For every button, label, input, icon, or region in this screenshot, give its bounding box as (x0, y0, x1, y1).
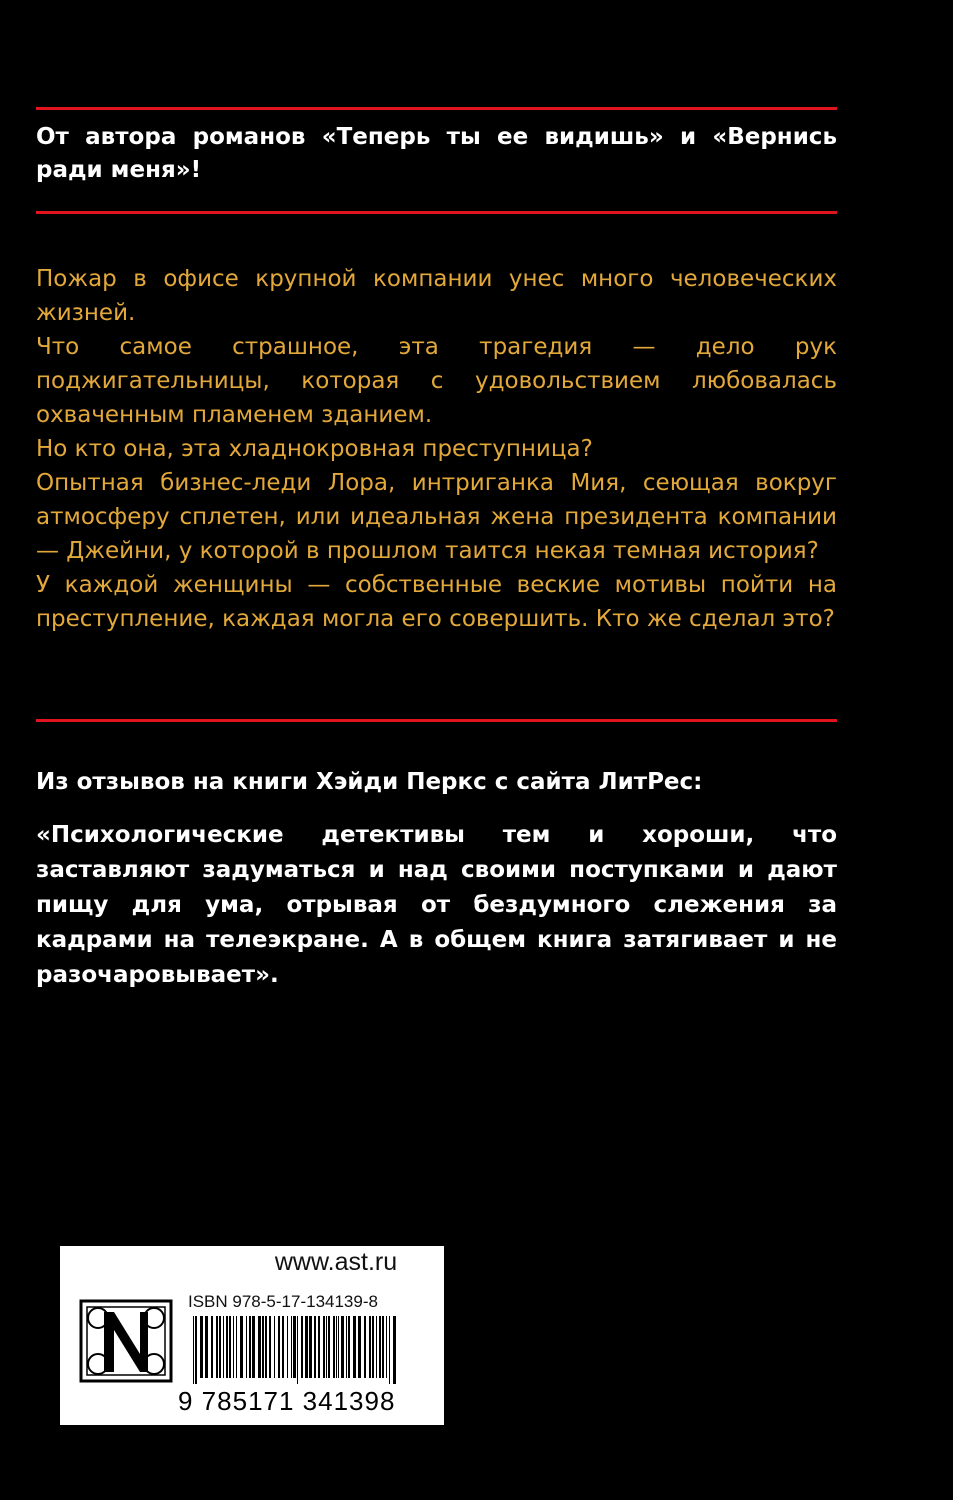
barcode-bar (314, 1316, 316, 1378)
barcode-bar (338, 1316, 339, 1378)
barcode-bar (358, 1316, 361, 1378)
barcode-bar (348, 1316, 350, 1378)
barcode-bar (282, 1316, 284, 1378)
barcode-bar (278, 1316, 280, 1378)
barcode-bar (258, 1316, 261, 1378)
barcode-bar (336, 1316, 337, 1378)
barcode-bar (379, 1316, 381, 1378)
barcode-bar (309, 1316, 312, 1378)
barcode-bar (372, 1316, 374, 1378)
barcode-bar (262, 1316, 264, 1378)
barcode-bar (393, 1316, 396, 1384)
barcode-bar (353, 1316, 356, 1378)
synopsis-paragraph: Опытная бизнес-леди Лора, интриганка Мия, сеющая вокруг атмосферу сплетен, или идеальная жена президента компании — Джейни, у которой в прошлом таится некая темная история? (36, 470, 837, 564)
tagline-divider (36, 211, 837, 214)
reviews-heading: Из отзывов на книги Хэйди Перкс с сайта ЛитРес: (36, 769, 703, 795)
barcode-bars (191, 1316, 431, 1384)
barcode-bar (346, 1316, 347, 1378)
barcode-bar (233, 1316, 234, 1378)
barcode-bar (287, 1316, 288, 1378)
barcode-bar (376, 1316, 377, 1378)
barcode-bar (211, 1316, 213, 1378)
barcode-bar (249, 1316, 251, 1378)
barcode-bar (252, 1316, 255, 1378)
publisher-n-logo-icon (78, 1298, 174, 1384)
barcode-bar (223, 1316, 224, 1378)
barcode-bar (389, 1316, 390, 1384)
top-divider (36, 107, 837, 110)
barcode-bar (297, 1316, 298, 1384)
review-quote: «Психологические детективы тем и хороши, что заставляют задуматься и над своими поступками и дают пищу для ума, отрывая от бездумного слежения за кадрами на телеэкране. А в общем книга затягивает и не разочаровывает». (36, 822, 837, 988)
barcode-bar (301, 1316, 303, 1378)
barcode-bar (193, 1316, 194, 1384)
barcode-bar (229, 1316, 231, 1378)
barcode-bar (382, 1316, 384, 1378)
barcode-bar (226, 1316, 228, 1378)
synopsis-paragraph: Что самое страшное, эта трагедия — дело рук поджигательницы, которая с удовольствием любовалась охваченным пламенем зданием. (36, 334, 837, 428)
publisher-website: www.ast.ru (274, 1248, 398, 1276)
barcode-bar (200, 1316, 203, 1378)
barcode-bar (274, 1316, 275, 1378)
barcode-bar (291, 1316, 292, 1378)
barcode-bar (265, 1316, 267, 1378)
barcode-bar (305, 1316, 308, 1378)
synopsis-paragraph: У каждой женщины — собственные веские мотивы пойти на преступление, каждая могла его совершить. Кто же сделал это? (36, 572, 837, 632)
barcode-bar (269, 1316, 271, 1378)
barcode-bar (246, 1316, 247, 1378)
author-tagline: От автора романов «Теперь ты ее видишь» и «Вернись ради меня»! (36, 124, 837, 183)
synopsis-paragraph: Пожар в офисе крупной компании унес много человеческих жизней. (36, 266, 837, 326)
synopsis-divider (36, 719, 837, 722)
barcode-bar (369, 1316, 371, 1378)
barcode-bar (195, 1316, 197, 1384)
isbn-number: ISBN 978-5-17-134139-8 (188, 1292, 378, 1311)
barcode-bar (326, 1316, 327, 1378)
barcode-digits: 9 785171 341398 (178, 1386, 396, 1416)
barcode-bar (386, 1316, 387, 1378)
barcode-bar (216, 1316, 218, 1378)
barcode-bar (240, 1316, 243, 1378)
barcode-bar (205, 1316, 208, 1378)
barcode-bar (364, 1316, 366, 1378)
barcode-bar (293, 1316, 296, 1378)
barcode-bar (318, 1316, 320, 1378)
barcode-bar (219, 1316, 221, 1378)
barcode-panel (60, 1246, 444, 1425)
barcode-bar (236, 1316, 237, 1378)
barcode-bar (328, 1316, 330, 1378)
synopsis (36, 262, 837, 636)
synopsis-paragraph: Но кто она, эта хладнокровная преступница? (36, 436, 593, 462)
barcode-bar (333, 1316, 335, 1378)
barcode-bar (323, 1316, 325, 1378)
barcode-bar (341, 1316, 344, 1378)
